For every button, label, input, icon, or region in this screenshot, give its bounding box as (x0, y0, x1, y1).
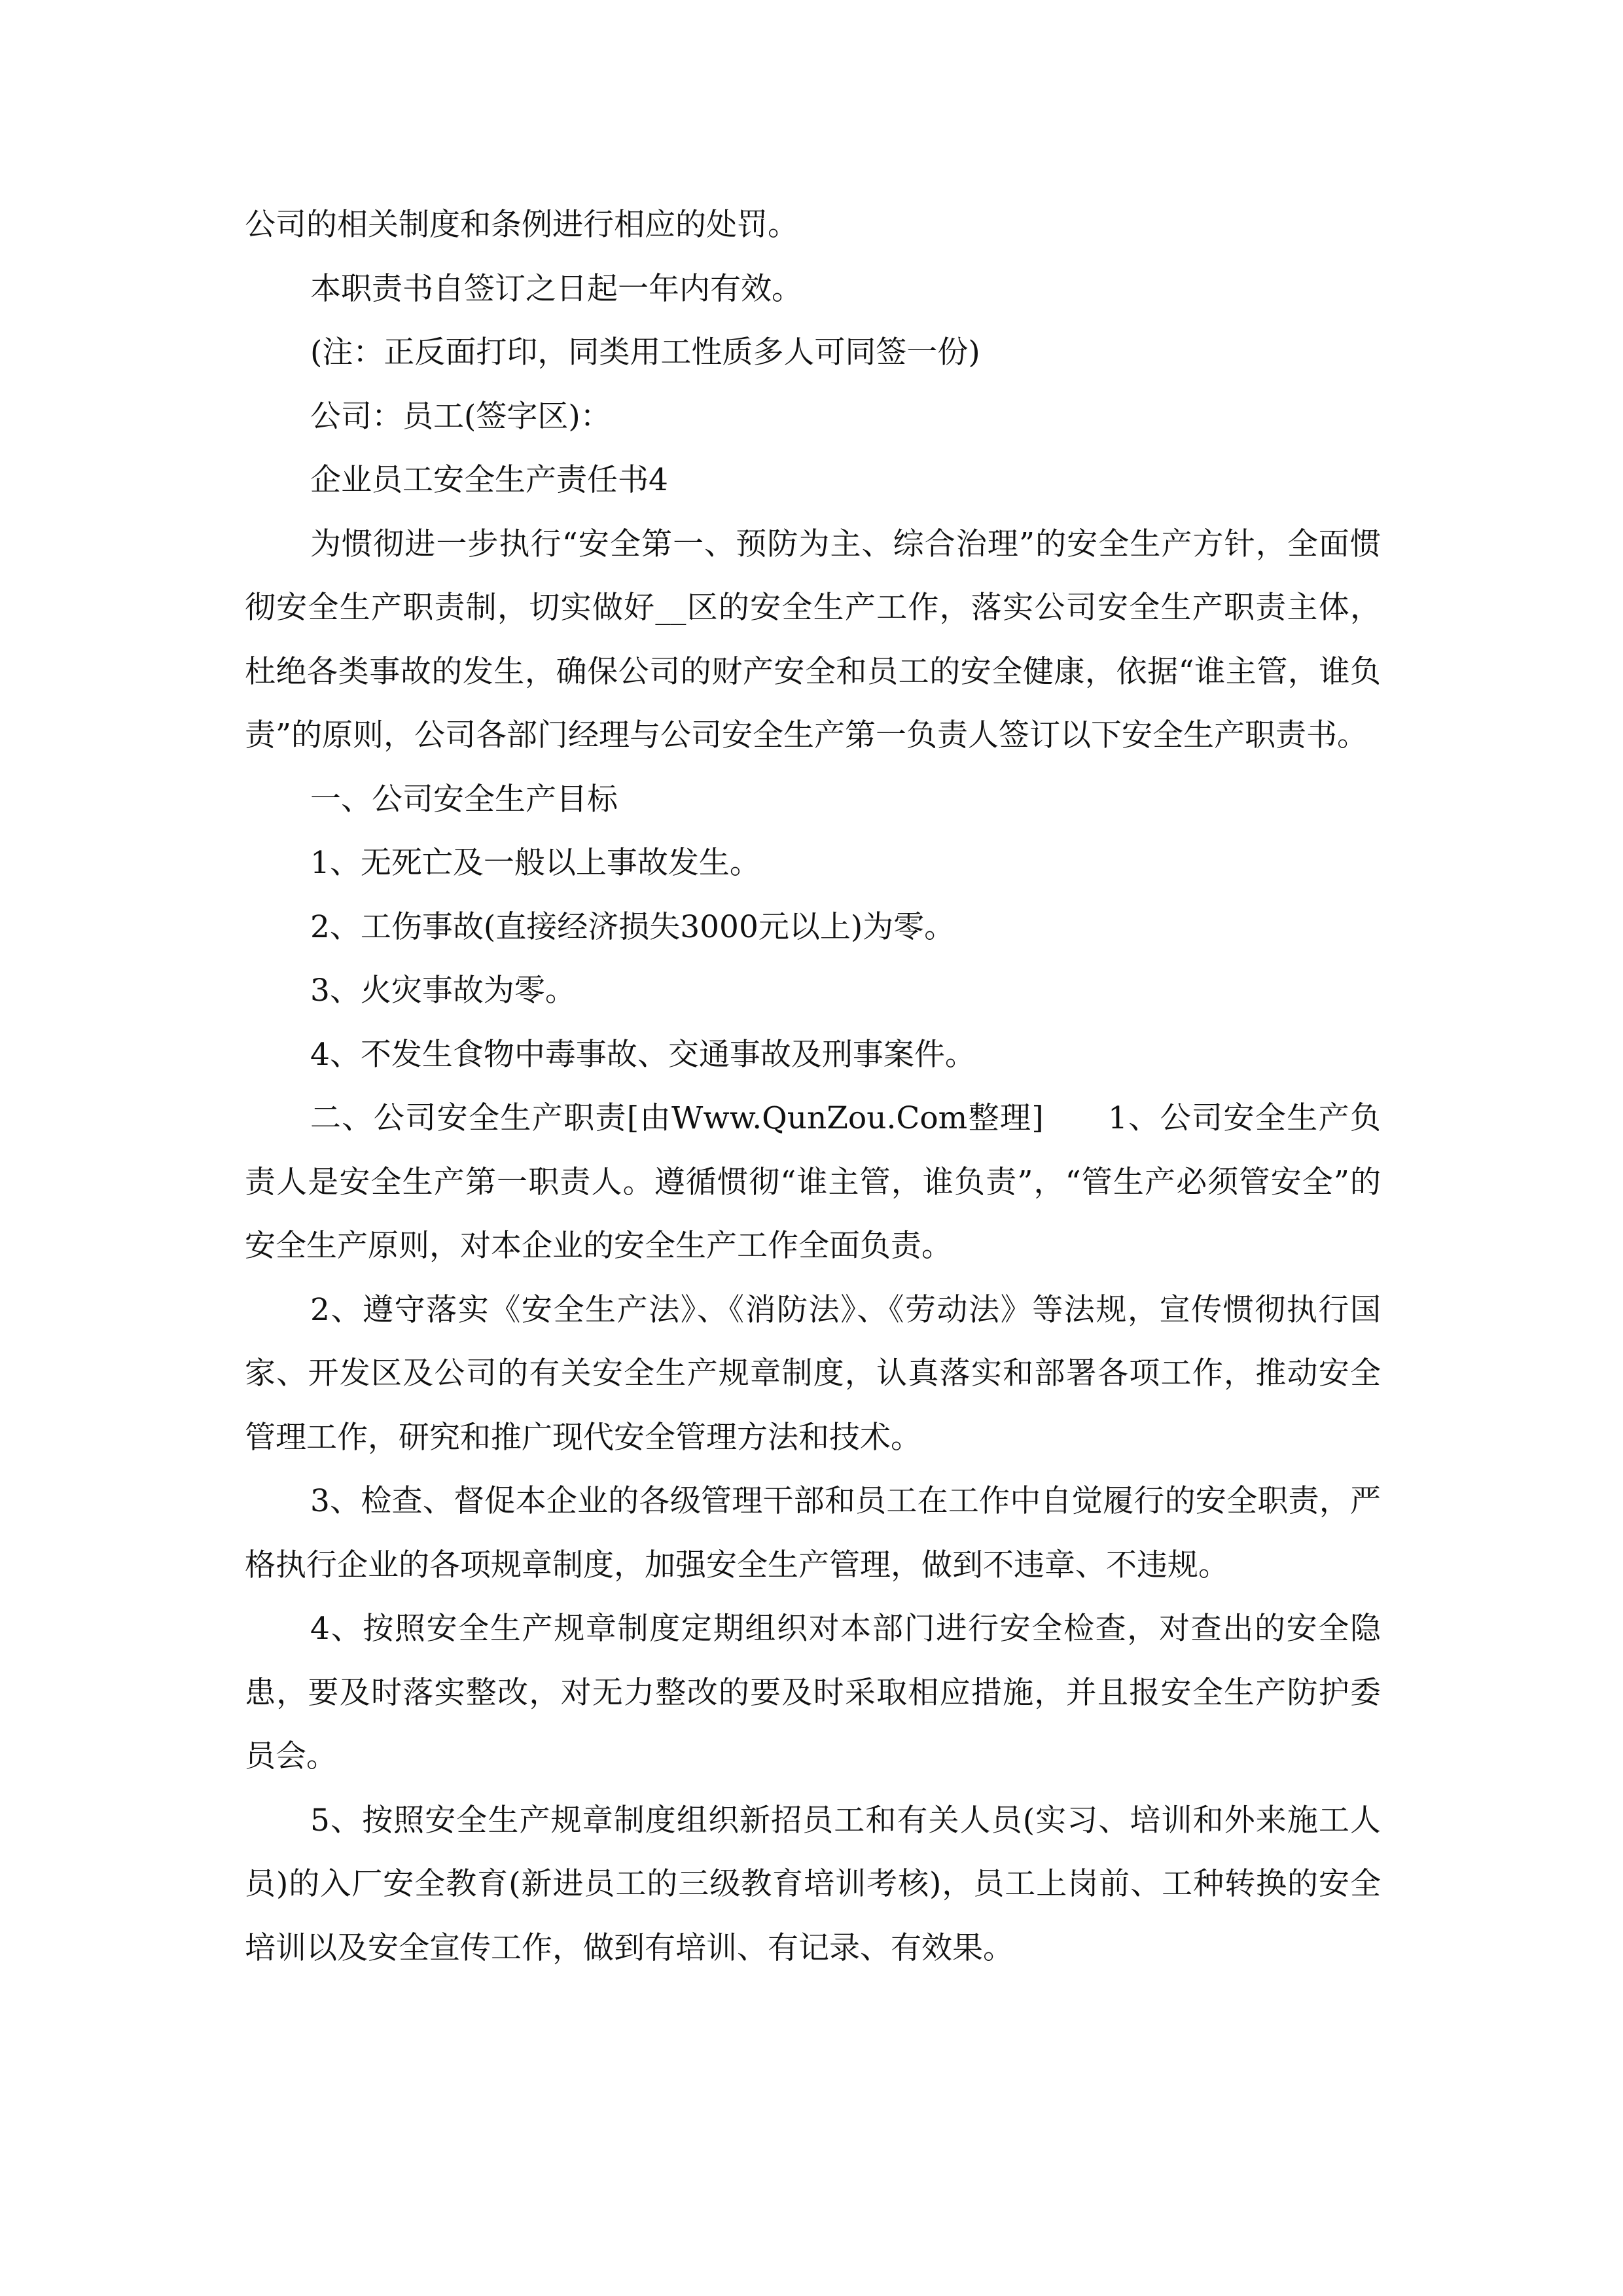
paragraph: (注：正反面打印，同类用工性质多人可同签一份) (310, 334, 980, 370)
list-item: 4、按照安全生产规章制度定期组织对本部门进行安全检查，对查出的安全隐患，要及时落实整改，对无力整改的要及时采取相应措施，并且报安全生产防护委员会。 (245, 1611, 1381, 1774)
paragraph: 公司：员工(签字区)： (310, 398, 611, 435)
list-item: 2、工伤事故(直接经济损失3000元以上)为零。 (310, 908, 955, 945)
section-title: 企业员工安全生产责任书4 (310, 462, 668, 498)
list-item: 2、遵守落实《安全生产法》、《消防法》、《劳动法》等法规，宣传惯彻执行国家、开发区及公司的有关安全生产规章制度，认真落实和部署各项工作，推动安全管理工作，研究和推广现代安全管理方法和技术。 (245, 1291, 1381, 1456)
list-item: 3、检查、督促本企业的各级管理干部和员工在工作中自觉履行的安全职责，严格执行企业的各项规章制度，加强安全生产管理，做到不违章、不违规。 (245, 1483, 1381, 1583)
paragraph: 为惯彻进一步执行“安全第一、预防为主、综合治理”的安全生产方针，全面惯彻安全生产职责制，切实做好__区的安全生产工作，落实公司安全生产职责主体，杜绝各类事故的发生，确保公司的财产安全和员工的安全健康，依据“谁主管，谁负责”的原则，公司各部门经理与公司安全生产第一负责人签订以下安全生产职责书。 (245, 526, 1381, 753)
list-item: 3、火灾事故为零。 (310, 973, 576, 1009)
section-heading: 一、公司安全生产目标 (310, 781, 618, 817)
list-item: 4、不发生食物中毒事故、交通事故及刑事案件。 (310, 1036, 976, 1073)
paragraph: 公司的相关制度和条例进行相应的处罚。 (245, 207, 798, 243)
section-heading: 二、公司安全生产职责[由Www.QunZou.Com整理] 1、公司安全生产负责人是安全生产第一职责人。遵循惯彻“谁主管，谁负责”，“管生产必须管安全”的安全生产原则，对本企业的安全生产工作全面负责。 (245, 1100, 1381, 1264)
paragraph: 本职责书自签订之日起一年内有效。 (310, 270, 802, 307)
list-item: 1、无死亡及一般以上事故发生。 (310, 845, 760, 881)
document-page (245, 193, 1381, 1980)
list-item: 5、按照安全生产规章制度组织新招员工和有关人员(实习、培训和外来施工人员)的入厂安全教育(新进员工的三级教育培训考核)，员工上岗前、工种转换的安全培训以及安全宣传工作，做到有培训、有记录、有效果。 (245, 1802, 1381, 1966)
